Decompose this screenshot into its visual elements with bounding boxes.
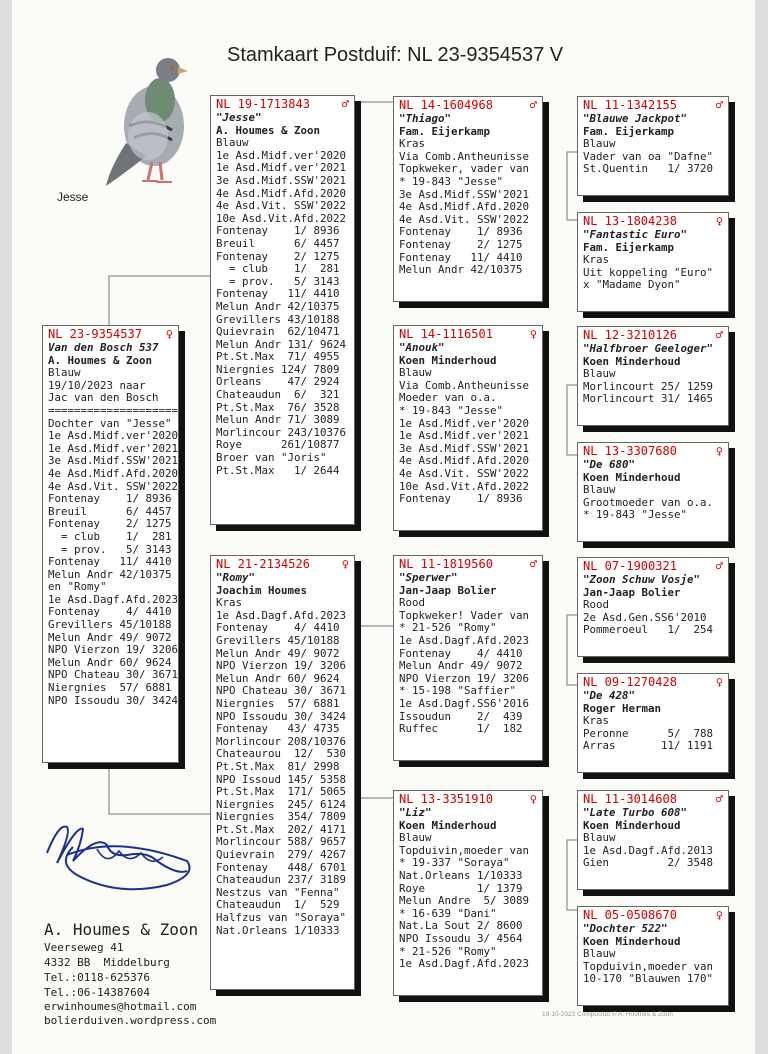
card-line: Nat.Orleans 1/10333 <box>399 868 523 882</box>
bird-color: Kras <box>583 253 610 267</box>
sex-symbol: ♀ <box>165 327 173 341</box>
card-line: 4e Asd.Vit. SSW'2022 <box>399 212 530 226</box>
card-sire-dam-dam <box>577 442 729 542</box>
card-line: Fontenay 2/ 1275 <box>216 249 340 263</box>
card-sire-dam <box>393 325 543 531</box>
card-sire-sire <box>393 96 543 302</box>
card-line: 1e Asd.Dagf.SS6'2016 <box>399 696 530 710</box>
card-line: NPO Issoudu 30/ 3424 <box>216 709 347 723</box>
card-line: Breuil 6/ 4457 <box>216 236 340 250</box>
ring-number: NL 07-1900321 <box>583 559 677 573</box>
card-line: ==================== <box>48 403 179 417</box>
card-header <box>399 792 537 806</box>
card-dam-sire <box>393 555 543 761</box>
bird-color: Blauw <box>216 136 249 150</box>
card-line: 4e Asd.Vit. SSW'2022 <box>399 466 530 480</box>
card-line: 1e Asd.Dagf.Afd.2023 <box>216 608 347 622</box>
card-dam-dam-dam <box>577 906 729 1006</box>
card-line: Fontenay 1/ 8936 <box>399 225 523 239</box>
footer-address-city: 4332 BB Middelburg <box>44 956 170 969</box>
card-line: Melun Andr 71/ 3089 <box>216 413 340 427</box>
breeder-name: Fam. Eijerkamp <box>583 124 675 138</box>
card-line: Fontenay 4/ 4410 <box>399 646 523 660</box>
ring-number: NL 05-0508670 <box>583 908 677 922</box>
card-line: Pt.St.Max 171/ 5065 <box>216 785 347 799</box>
card-dam-dam <box>393 790 543 996</box>
card-line: Grootmoeder van o.a. <box>583 495 714 509</box>
card-line: Uit koppeling "Euro" <box>583 265 714 279</box>
card-line: 4e Asd.Midf.Afd.2020 <box>399 200 530 214</box>
card-line: 10-170 "Blauwen 170" <box>583 972 714 986</box>
card-line: Melun Andr 60/ 9624 <box>216 671 340 685</box>
card-main-bird <box>42 325 179 763</box>
card-line: Breuil 6/ 4457 <box>48 504 172 518</box>
card-line: 1e Asd.Dagf.Afd.2023 <box>399 957 530 971</box>
bird-color: Blauw <box>583 831 616 845</box>
card-line: Quievrain 279/ 4267 <box>216 848 347 862</box>
bird-name: "Fantastic Euro" <box>583 228 688 241</box>
card-line: Nat.Orleans 1/10333 <box>216 923 340 937</box>
card-header <box>583 98 723 112</box>
card-header <box>583 444 723 458</box>
sex-symbol: ♂ <box>715 328 723 342</box>
ring-number: NL 14-1116501 <box>399 327 493 341</box>
card-line: NPO Chateau 30/ 3671 <box>216 684 347 698</box>
breeder-name: Roger Herman <box>583 701 662 715</box>
sex-symbol: ♀ <box>529 792 537 806</box>
card-line: 3e Asd.Midf.SSW'2021 <box>399 441 530 455</box>
breeder-name: A. Houmes & Zoon <box>216 123 321 137</box>
card-line: = prov. 5/ 3143 <box>216 274 340 288</box>
breeder-name: Fam. Eijerkamp <box>399 124 491 138</box>
card-line: NPO Vierzon 19/ 3206 <box>399 671 530 685</box>
card-line: Fontenay 1/ 8936 <box>216 224 340 238</box>
breeder-name: Koen Minderhoud <box>583 354 681 368</box>
card-line: NPO Chateau 30/ 3671 <box>48 668 179 682</box>
breeder-name: A. Houmes & Zoon <box>48 353 153 367</box>
card-line: Chateaudun 1/ 529 <box>216 898 340 912</box>
bird-name: "Blauwe Jackpot" <box>583 112 688 125</box>
card-line: Arras 11/ 1191 <box>583 739 714 753</box>
card-sire-sire-dam <box>577 212 729 312</box>
card-line: Melun Andre 5/ 3089 <box>399 894 530 908</box>
card-line: Topkweker, vader van <box>399 162 530 176</box>
sex-symbol: ♂ <box>529 557 537 571</box>
card-line: 4e Asd.Midf.Afd.2020 <box>399 454 530 468</box>
card-line: Niergnies 57/ 6881 <box>48 681 172 695</box>
card-line: NPO Vierzon 19/ 3206 <box>48 643 179 657</box>
sex-symbol: ♂ <box>715 792 723 806</box>
card-line: Morlincour 243/10376 <box>216 425 347 439</box>
card-line: Moeder van o.a. <box>399 391 497 405</box>
footer-website: bolierduiven.wordpress.com <box>44 1014 217 1027</box>
card-line: * 19-843 "Jesse" <box>399 403 504 417</box>
sex-symbol: ♀ <box>715 908 723 922</box>
ring-number: NL 13-1804238 <box>583 214 677 228</box>
bird-color: Rood <box>399 596 426 610</box>
card-line: Melun Andr 60/ 9624 <box>48 655 172 669</box>
card-line: Melun Andr 131/ 9624 <box>216 337 347 351</box>
card-line: Morlincourt 31/ 1465 <box>583 392 714 406</box>
card-line: 1e Asd.Midf.ver'2020 <box>216 148 347 162</box>
card-line: NPO Issoud 145/ 5358 <box>216 772 347 786</box>
card-header <box>399 327 537 341</box>
ring-number: NL 19-1713843 <box>216 97 310 111</box>
card-line: 10e Asd.Vit.Afd.2022 <box>399 479 530 493</box>
ring-number: NL 11-1819560 <box>399 557 493 571</box>
bird-name: "Sperwer" <box>399 571 458 584</box>
card-line: Fontenay 11/ 4410 <box>216 287 340 301</box>
bird-name: "Jesse" <box>216 111 262 124</box>
ring-number: NL 13-3307680 <box>583 444 677 458</box>
card-line: 1e Asd.Dagf.Afd.2023 <box>48 592 179 606</box>
bird-caption: Jesse <box>57 190 89 204</box>
bird-color: Blauw <box>48 366 81 380</box>
ring-number: NL 11-3014608 <box>583 792 677 806</box>
bird-color: Blauw <box>399 366 432 380</box>
card-line: Pt.St.Max 202/ 4171 <box>216 822 347 836</box>
card-line: Grevillers 45/10188 <box>48 618 172 632</box>
card-header <box>583 908 723 922</box>
breeder-name: Koen Minderhoud <box>583 818 681 832</box>
card-line: Niergnies 57/ 6881 <box>216 696 340 710</box>
ring-number: NL 23-9354537 <box>48 327 142 341</box>
bird-color: Kras <box>399 137 426 151</box>
bird-color: Blauw <box>583 483 616 497</box>
card-line: Grevillers 43/10188 <box>216 312 340 326</box>
bird-name: "Romy" <box>216 571 256 584</box>
card-line: Pt.St.Max 1/ 2644 <box>216 463 340 477</box>
card-line: Topduivin,moeder van <box>583 959 714 973</box>
card-line: Melun Andr 42/10375 <box>216 299 340 313</box>
card-line: 19/10/2023 naar <box>48 378 146 392</box>
card-line: 1e Asd.Midf.ver'2021 <box>216 161 347 175</box>
sex-symbol: ♀ <box>529 327 537 341</box>
footer-phone-1: Tel.:0118-625376 <box>44 971 150 984</box>
card-line: Nestzus van "Fenna" <box>216 885 340 899</box>
card-line: Dochter van "Jesse" <box>48 416 172 430</box>
bird-color: Blauw <box>583 947 616 961</box>
card-line: Fontenay 448/ 6701 <box>216 860 347 874</box>
card-line: 1e Asd.Midf.ver'2020 <box>48 429 179 443</box>
card-header <box>216 557 349 571</box>
card-line: 4e Asd.Midf.Afd.2020 <box>48 466 179 480</box>
card-line: Issoudun 2/ 439 <box>399 709 523 723</box>
card-line: Via Comb.Antheunisse <box>399 149 530 163</box>
card-line: x "Madame Dyon" <box>583 278 681 292</box>
card-line: Chateaudun 237/ 3189 <box>216 873 347 887</box>
card-line: Grevillers 45/10188 <box>216 633 340 647</box>
ring-number: NL 12-3210126 <box>583 328 677 342</box>
card-line: Fontenay 2/ 1275 <box>399 237 523 251</box>
bird-color: Kras <box>216 596 243 610</box>
card-line: Melun Andr 42/10375 <box>48 567 172 581</box>
card-line: Quievrain 62/10471 <box>216 325 340 339</box>
card-line: Morlincourt 25/ 1259 <box>583 379 714 393</box>
sex-symbol: ♂ <box>715 98 723 112</box>
card-line: Gien 2/ 3548 <box>583 856 714 870</box>
ring-number: NL 14-1604968 <box>399 98 493 112</box>
card-header <box>583 328 723 342</box>
sex-symbol: ♀ <box>715 214 723 228</box>
card-line: Fontenay 4/ 4410 <box>48 605 172 619</box>
card-line: 1e Asd.Midf.ver'2021 <box>48 441 179 455</box>
card-line: St.Quentin 1/ 3720 <box>583 162 714 176</box>
sex-symbol: ♂ <box>715 559 723 573</box>
card-line: * 21-526 "Romy" <box>399 621 497 635</box>
breeder-name: Koen Minderhoud <box>399 353 497 367</box>
sex-symbol: ♂ <box>341 97 349 111</box>
card-line: = prov. 5/ 3143 <box>48 542 172 556</box>
card-line: * 19-337 "Soraya" <box>399 856 510 870</box>
card-line: * 16-639 "Dani" <box>399 906 497 920</box>
card-header <box>583 792 723 806</box>
card-line: Chateaudun 6/ 321 <box>216 388 340 402</box>
handwritten-signature <box>37 805 207 905</box>
bird-color: Blauw <box>399 831 432 845</box>
bird-name: "Zoon Schuw Vosje" <box>583 573 701 586</box>
card-line: Melun Andr 49/ 9072 <box>48 630 172 644</box>
breeder-name: Koen Minderhoud <box>399 818 497 832</box>
card-line: Roye 261/10877 <box>216 438 340 452</box>
card-line: Niergnies 245/ 6124 <box>216 797 347 811</box>
bird-name: "Late Turbo 608" <box>583 806 688 819</box>
card-line: Halfzus van "Soraya" <box>216 911 347 925</box>
card-line: Chateaurou 12/ 530 <box>216 747 347 761</box>
card-line: Topkweker! Vader van <box>399 608 530 622</box>
bird-color: Rood <box>583 598 610 612</box>
card-line: Morlincour 208/10376 <box>216 734 347 748</box>
card-line: Broer van "Joris" <box>216 451 327 465</box>
footer-email: erwinhoumes@hotmail.com <box>44 1000 197 1013</box>
footer-address-street: Veerseweg 41 <box>44 941 124 954</box>
bird-name: "Liz" <box>399 806 432 819</box>
bird-name: Van den Bosch 537 <box>48 341 159 354</box>
sex-symbol: ♀ <box>715 444 723 458</box>
card-line: Topduivin,moeder van <box>399 843 530 857</box>
footer-phone-2: Tel.:06-14387604 <box>44 986 150 999</box>
sex-symbol: ♀ <box>341 557 349 571</box>
footer-company: A. Houmes & Zoon <box>44 920 199 939</box>
card-header <box>399 98 537 112</box>
card-sire-sire-sire <box>577 96 729 196</box>
breeder-name: Fam. Eijerkamp <box>583 240 675 254</box>
card-line: Niergnies 354/ 7809 <box>216 810 347 824</box>
card-line: 10e Asd.Vit.Afd.2022 <box>216 211 347 225</box>
card-line: Fontenay 4/ 4410 <box>216 621 340 635</box>
card-line: 4e Asd.Midf.Afd.2020 <box>216 186 347 200</box>
card-line: * 19-843 "Jesse" <box>583 508 688 522</box>
bird-name: "Thiago" <box>399 112 452 125</box>
card-sire-dam-sire <box>577 326 729 426</box>
card-line: Nat.La Sout 2/ 8600 <box>399 919 523 933</box>
card-header <box>583 559 723 573</box>
bird-color: Kras <box>583 714 610 728</box>
card-line: en "Romy" <box>48 580 107 594</box>
card-line: 2e Asd.Gen.SS6'2010 <box>583 610 707 624</box>
card-header <box>216 97 349 111</box>
breeder-name: Joachim Houmes <box>216 583 308 597</box>
card-dam <box>210 555 355 990</box>
bird-name: "Halfbroer Geeloger" <box>583 342 714 355</box>
card-line: Fontenay 2/ 1275 <box>48 517 172 531</box>
card-line: * 19-843 "Jesse" <box>399 174 504 188</box>
bird-name: "De 428" <box>583 689 636 702</box>
card-line: Niergnies 124/ 7809 <box>216 362 340 376</box>
ring-number: NL 09-1270428 <box>583 675 677 689</box>
card-line: 1e Asd.Midf.ver'2020 <box>399 416 530 430</box>
card-line: Roye 1/ 1379 <box>399 881 523 895</box>
card-line: Ruffec 1/ 182 <box>399 722 523 736</box>
card-header <box>583 214 723 228</box>
card-line: Melun Andr 49/ 9072 <box>399 659 523 673</box>
card-line: Via Comb.Antheunisse <box>399 378 530 392</box>
card-line: Fontenay 11/ 4410 <box>48 555 172 569</box>
card-line: Pt.St.Max 81/ 2998 <box>216 759 340 773</box>
ring-number: NL 11-1342155 <box>583 98 677 112</box>
card-line: Pt.St.Max 76/ 3528 <box>216 400 340 414</box>
card-line: 4e Asd.Vit. SSW'2022 <box>216 199 347 213</box>
card-line: 3e Asd.Midf.SSW'2021 <box>48 454 179 468</box>
card-line: Vader van oa "Dafne" <box>583 149 714 163</box>
card-line: Morlincour 588/ 9657 <box>216 835 347 849</box>
card-line: * 21-526 "Romy" <box>399 944 497 958</box>
card-line: Pt.St.Max 71/ 4955 <box>216 350 340 364</box>
breeder-name: Jan-Jaap Bolier <box>399 583 497 597</box>
card-line: = club 1/ 281 <box>48 529 172 543</box>
card-header <box>583 675 723 689</box>
card-sire <box>210 95 355 525</box>
card-header <box>48 327 173 341</box>
card-line: Fontenay 43/ 4735 <box>216 722 340 736</box>
print-note: 19-10-2023 Compuclub © A. Houmes & Zoon <box>542 1011 673 1018</box>
breeder-name: Jan-Jaap Bolier <box>583 585 681 599</box>
card-line: NPO Issoudu 30/ 3424 <box>48 693 179 707</box>
page-title: Stamkaart Postduif: NL 23-9354537 V <box>227 44 564 66</box>
bird-color: Blauw <box>583 137 616 151</box>
card-line: Orleans 47/ 2924 <box>216 375 340 389</box>
card-line: * 15-198 "Saffier" <box>399 684 517 698</box>
breeder-name: Koen Minderhoud <box>583 934 681 948</box>
card-line: Peronne 5/ 788 <box>583 726 714 740</box>
bird-name: "Anouk" <box>399 341 445 354</box>
card-header <box>399 557 537 571</box>
card-line: 4e Asd.Vit. SSW'2022 <box>48 479 179 493</box>
card-line: 3e Asd.Midf.SSW'2021 <box>216 173 347 187</box>
card-line: = club 1/ 281 <box>216 262 340 276</box>
card-dam-sire-sire <box>577 557 729 657</box>
sex-symbol: ♀ <box>715 675 723 689</box>
card-line: Pommeroeul 1/ 254 <box>583 623 714 637</box>
card-line: 1e Asd.Dagf.Afd.2023 <box>399 633 530 647</box>
card-line: Jac van den Bosch <box>48 391 159 405</box>
card-line: NPO Vierzon 19/ 3206 <box>216 659 347 673</box>
breeder-name: Koen Minderhoud <box>583 470 681 484</box>
ring-number: NL 13-3351910 <box>399 792 493 806</box>
card-line: Melun Andr 42/10375 <box>399 263 523 277</box>
card-dam-sire-dam <box>577 673 729 773</box>
bird-color: Blauw <box>583 367 616 381</box>
card-line: Fontenay 1/ 8936 <box>399 492 523 506</box>
bird-name: "Dochter 522" <box>583 922 668 935</box>
ring-number: NL 21-2134526 <box>216 557 310 571</box>
bird-name: "De 680" <box>583 458 636 471</box>
pedigree-sheet <box>12 0 755 1054</box>
card-line: Melun Andr 49/ 9072 <box>216 646 340 660</box>
sex-symbol: ♂ <box>529 98 537 112</box>
card-line: 1e Asd.Dagf.Afd.2013 <box>583 843 714 857</box>
card-line: Fontenay 11/ 4410 <box>399 250 523 264</box>
card-line: 1e Asd.Midf.ver'2021 <box>399 429 530 443</box>
card-line: 3e Asd.Midf.SSW'2021 <box>399 187 530 201</box>
card-dam-dam-sire <box>577 790 729 890</box>
card-line: Fontenay 1/ 8936 <box>48 492 172 506</box>
card-line: NPO Issoudu 3/ 4564 <box>399 931 523 945</box>
